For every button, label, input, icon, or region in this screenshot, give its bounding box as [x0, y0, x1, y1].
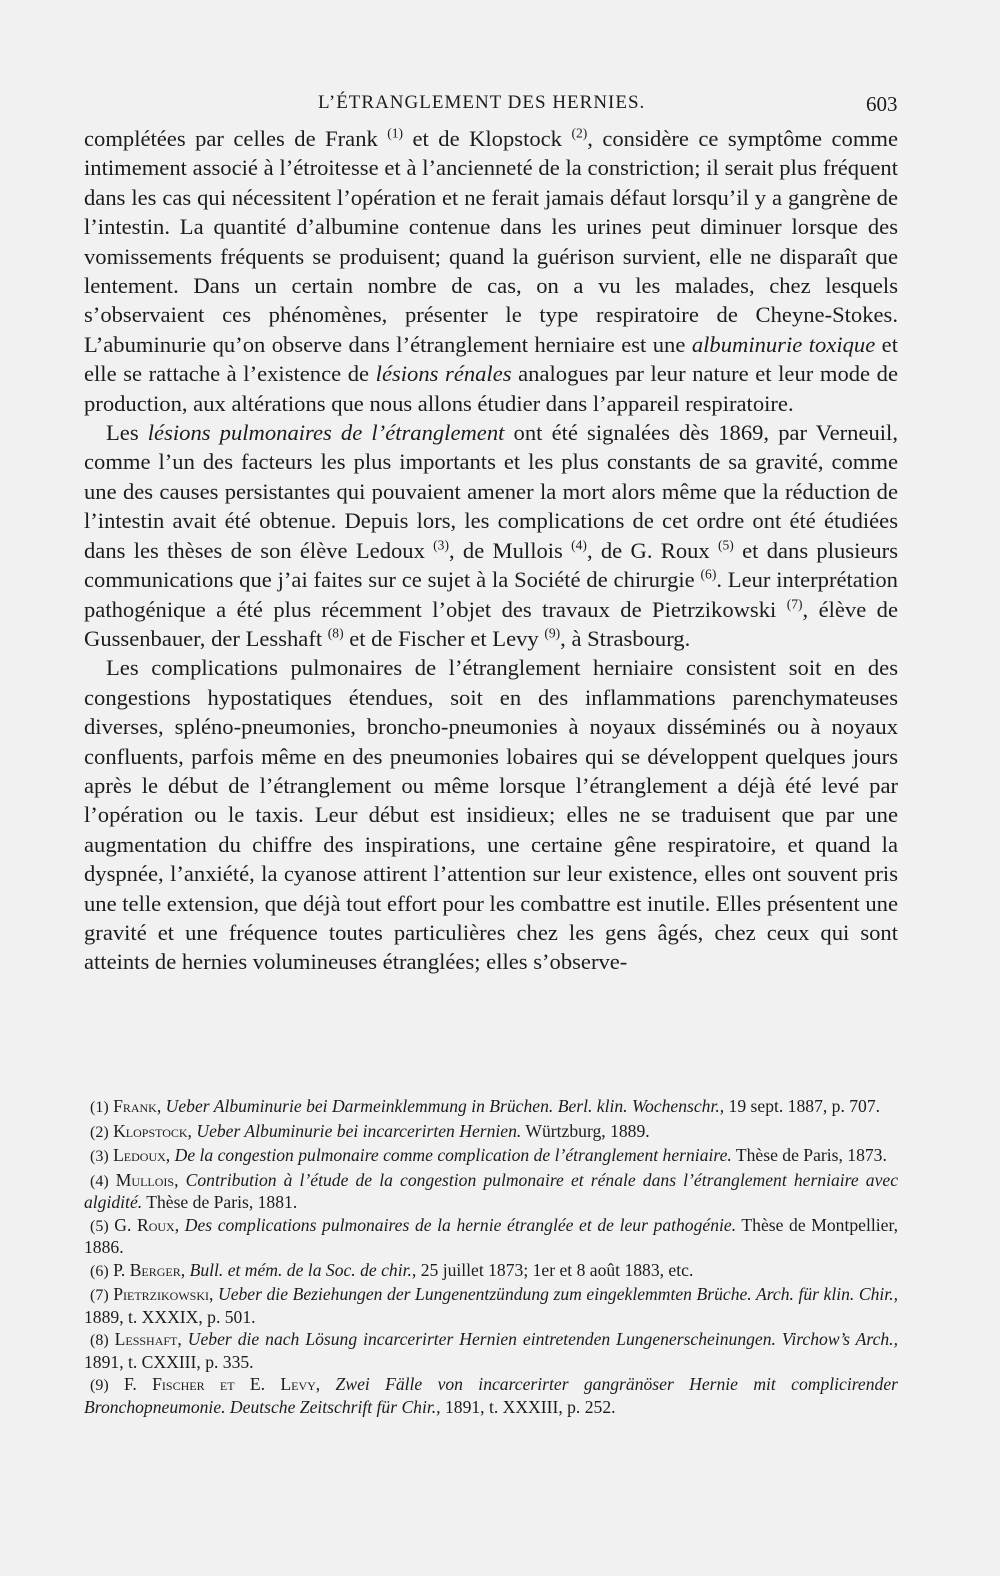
paragraph-complications: Les complications pulmonaires de l’étranglement herniaire consistent soit en des congestions hypostatiques étendues, soit en des inflammations parenchymateuses diverses, spléno-pneumonies, broncho-pneumonies à noyaux disséminés ou à noyaux confluents, parfois même en des pneumonies lobaires qui se développent quelques jours après le début de l’étranglement ou même lorsque l’étranglement a déjà été levé par l’opération ou le taxis. Leur début est insidieux; elles ne se traduisent que par une augmentation du chiffre des inspirations, une certaine gêne respiratoire, et quand la dyspnée, l’anxiété, la cyanose attirent l’attention sur leur existence, elles ont souvent pris une telle extension, que déjà tout effort pour les combattre est inutile. Elles présentent une gravité et une fréquence toutes particulières chez les gens âgés, chez ceux qui sont atteints de hernies volumineuses étranglées; elles s’observe-: [84, 655, 898, 975]
footnote-ref: (6): [700, 566, 717, 582]
italic-term: lésions pulmonaires de l’étranglement: [147, 420, 505, 446]
footnote: [84, 1170, 898, 1213]
italic-term: lésions rénales: [375, 361, 512, 387]
footnote-author: Ledoux,: [113, 1145, 171, 1165]
footnote: [84, 1374, 898, 1417]
page-header: [0, 88, 1000, 122]
footnote-title: Ueber Albuminurie bei incarcerirten Hernien.: [196, 1120, 522, 1141]
footnote-title: Bull. et mém. de la Soc. de chir.,: [189, 1259, 417, 1280]
footnote-title: Ueber die Beziehungen der Lungenentzündung zum eingeklemmten Brüche. Arch. für klin. Chir.,: [217, 1284, 899, 1304]
footnote-title: Contribution à l’étude de la congestion pulmonaire et rénale dans l’étranglement herniaire avec algidité.: [84, 1169, 899, 1212]
footnote-ref: (2): [571, 125, 588, 141]
text-run: et de Klopstock: [403, 126, 572, 151]
footnote-ref: (9): [544, 625, 561, 641]
footnote-number: (8): [90, 1332, 109, 1349]
footnote: [84, 1096, 898, 1119]
text-run: , de Mullois: [448, 537, 572, 563]
footnote-author: Lesshaft,: [114, 1329, 182, 1349]
italic-term: albuminurie toxique: [691, 331, 876, 357]
footnote-details: Thèse de Montpellier, 1886.: [84, 1214, 898, 1257]
footnote-author: G. Roux,: [114, 1214, 180, 1235]
footnote-number: (7): [90, 1287, 109, 1304]
footnote-details: 1889, t. XXXIX, p. 501.: [84, 1306, 256, 1327]
footnote-title: Zwei Fälle von incarcerirter gangränöser Hernie mit complicirender Bronchopneumonie. Deutsche Zeitschrift für Chir.,: [84, 1374, 898, 1417]
footnote-details: 1891, t. CXXIII, p. 335.: [84, 1351, 254, 1372]
text-run: analogues par leur nature et leur mode de production, aux altérations que nous allons étudier dans l’appareil respiratoire.: [84, 361, 898, 416]
footnote-author: Pietrzikowski,: [113, 1284, 214, 1304]
footnote-author: F. Fischer et E. Levy,: [124, 1374, 321, 1394]
footnote-ref: (8): [327, 625, 344, 641]
footnote-details: 25 juillet 1873; 1er et 8 août 1883, etc.: [416, 1259, 694, 1280]
footnote-number: (1): [90, 1099, 109, 1116]
text-run: complétées par celles de Frank: [84, 126, 388, 151]
footnote-ref: (5): [718, 537, 734, 553]
footnote: [84, 1260, 898, 1283]
footnote-ref: (4): [571, 537, 587, 553]
footnote-number: (6): [90, 1262, 109, 1280]
text-run: et dans plusieurs communications que j’ai faites sur ce sujet à la Société de chirurgie: [84, 537, 898, 593]
footnote-title: De la congestion pulmonaire comme complication de l’étranglement herniaire.: [174, 1145, 732, 1165]
footnotes: [84, 1096, 898, 1419]
footnote-title: Ueber die nach Lösung incarcerirter Hernien eintretenden Lungenerscheinungen. Virchow’s Arch.,: [187, 1329, 898, 1349]
text-run: , de G. Roux: [586, 537, 719, 563]
text-run: , considère ce symptôme comme intimement associé à l’étroitesse et à l’ancienneté de la constriction; il serait plus fréquent dans les cas qui nécessitent l’opération et ne ferait jamais défaut lorsqu’il y a gangrène de l’intestin. La quantité d’albumine contenue dans les urines peut diminuer lorsque des vomissements fréquents se produisent; quand la guérison survient, elle ne disparaît que lentement. Dans un certain nombre de cas, on a vu les malades, chez lesquels s’observaient ces phénomènes, présenter le type respiratoire de Cheyne-Stokes. L’abuminurie qu’on observe dans l’étranglement herniaire est une: [84, 126, 898, 357]
footnote-ref: (1): [387, 125, 404, 141]
footnote-ref: (3): [433, 537, 449, 553]
footnote-title: Ueber Albuminurie bei Darmeinklemmung in Brüchen. Berl. klin. Wochenschr.,: [165, 1096, 725, 1116]
text-run: . Leur interprétation pathogénique a été plus récemment l’objet des travaux de Pietrzikowski: [84, 567, 898, 622]
footnote: [84, 1215, 898, 1258]
text-run: et de Fischer et Levy: [343, 625, 545, 651]
text-run: ont été signalées dès 1869, par Verneuil, comme l’un des facteurs les plus importants et les plus constants de sa gravité, comme une des causes persistantes qui pouvaient amener la mort alors même que la réduction de l’intestin avait été obtenue. Depuis lors, les complications de cet ordre ont été étudiées dans les thèses de son élève Ledoux: [84, 420, 898, 563]
footnote-details: Thèse de Paris, 1881.: [142, 1192, 298, 1212]
footnote-number: (3): [90, 1148, 109, 1165]
footnote-details: Thèse de Paris, 1873.: [731, 1145, 887, 1165]
footnote-author: P. Berger,: [113, 1259, 186, 1280]
footnote-number: (5): [90, 1217, 109, 1235]
footnote: [84, 1284, 898, 1327]
footnote-number: (2): [90, 1123, 109, 1141]
page-number: 603: [866, 92, 898, 116]
footnote-number: (9): [90, 1377, 109, 1394]
footnote-author: Mullois,: [115, 1169, 179, 1190]
text-run: , à Strasbourg.: [560, 625, 691, 651]
paragraph-albuminurie: [84, 124, 898, 418]
footnote: [84, 1121, 898, 1144]
main-text: [84, 124, 898, 977]
running-title: L’ÉTRANGLEMENT DES HERNIES.: [318, 92, 646, 113]
footnote: [84, 1329, 898, 1372]
footnote-details: 19 sept. 1887, p. 707.: [724, 1096, 881, 1116]
text-run: Les: [106, 420, 148, 446]
footnote-details: 1891, t. XXXIII, p. 252.: [440, 1396, 616, 1417]
footnote-author: Klopstock,: [113, 1120, 192, 1141]
footnote-details: Würtzburg, 1889.: [521, 1120, 650, 1141]
paragraph-lesions-pulmonaires: [84, 418, 898, 653]
text-run: , élève de Gussenbauer, der Lesshaft: [84, 596, 898, 651]
footnote: [84, 1145, 898, 1168]
footnote-ref: (7): [786, 595, 803, 611]
text-run: et elle se rattache à l’existence de: [84, 331, 898, 387]
footnote-number: (4): [90, 1172, 109, 1190]
footnote-title: Des complications pulmonaires de la hernie étranglée et de leur pathogénie.: [184, 1214, 737, 1235]
footnote-author: Frank,: [113, 1096, 162, 1116]
